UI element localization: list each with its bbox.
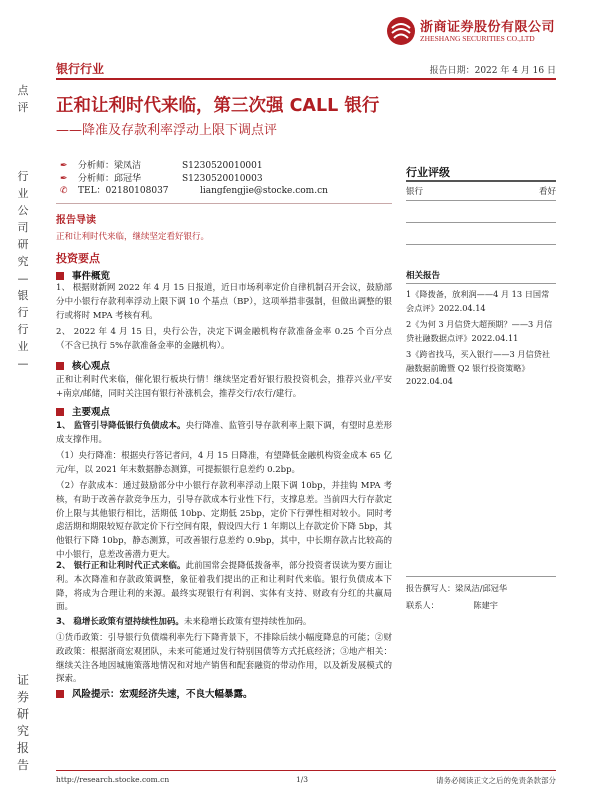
phone-icon: ✆ (60, 186, 68, 196)
logo-english-name: ZHESHANG SECURITIES CO.,LTD (420, 34, 535, 43)
guide-heading: 报告导读 (56, 215, 96, 226)
sidebar-divider (406, 222, 556, 223)
sidebar-divider (406, 200, 556, 201)
vertical-label-category: 行 业 公 司 研 究 — 银 行 行 业 — (17, 170, 29, 370)
pen-icon: ✒ (60, 173, 68, 184)
risk-line: 风险提示：宏观经济失速，不良大幅暴露。 (56, 686, 253, 700)
main-heading: 主要观点 (56, 404, 110, 418)
main-paragraph-2: （1）央行降准：根据央行答记者问，4 月 15 日降准，有望降低金融机构资金成本 65 亿元/年，以 2021 年末数据静态测算，可提振银行息差约 0.2bp。 (56, 451, 392, 475)
bullet-square-icon (56, 272, 64, 280)
main-paragraph-4: 2、 银行正和让利时代正式来临。此前国常会提降低拨备率，部分投资者误读为要方面让利。本次降准和存款政策调整，象征着我们提出的正和让利时代来临。银行负债成本下降，将成为合理让利的来源。最终实现银行有利润、实体有支持、财政有分红的共赢局面。 (56, 561, 392, 613)
report-subtitle: ——降准及存款利率浮动上限下调点评 (56, 123, 278, 138)
analyst-row: ✒ 分析师：邱冠华 S1230520010003 (60, 173, 263, 184)
footer-divider (56, 770, 556, 771)
guide-text: 正和让利时代来临，继续坚定看好银行。 (56, 232, 210, 242)
related-report-item[interactable]: 1《降拨备，放利润——4 月 13 日国常会点评》2022.04.14 (406, 289, 550, 313)
section-divider (56, 203, 392, 204)
points-heading: 投资要点 (56, 252, 100, 265)
event-paragraph-2: 2、 2022 年 4 月 15 日，央行公告，决定下调金融机构存款准备金率 0.25 个百分点（不含已执行 5%存款准备金率的金融机构）。 (56, 327, 392, 351)
footer-url[interactable]: http://research.stocke.com.cn (56, 775, 170, 784)
rating-value: 看好 (538, 187, 556, 197)
analyst-email[interactable]: liangfengjie@stocke.com.cn (200, 186, 328, 196)
related-report-item[interactable]: 2《为何 3 月信贷大超预期？——3 月信贷社融数据点评》2022.04.11 (406, 319, 553, 343)
vertical-label-type: 点 评 (17, 84, 29, 114)
logo-chinese-name: 浙商证券股份有限公司 (420, 20, 556, 35)
main-paragraph-3: （2）存款成本：通过鼓励部分中小银行存款利率浮动上限下调 10bp，并挂钩 MPA 考核，有助于改善存款竞争压力，引导存款成本行业性下行，支撑息差。当前四大行存款定价上限与其他银行相比，活期低 10bp、定期低 25bp，定价下行弹性相对较小。同时考虑活期和期限较短存款定价下行空间有限，假设四大行 1 年期以上存款定价下降 5bp，其他银行下降 10bp，静态测算，可改善银行息差约 0.9bp，其中，中长期存款占比较高的中小银行，息差改善潜力更大。 (56, 481, 392, 560)
related-report-item[interactable]: 3《跨省找马，买入银行——3 月信贷社融数据前瞻暨 Q2 银行投资策略》2022.04.04 (406, 349, 551, 386)
analyst-block (60, 160, 390, 198)
contact-row: ✆ TEL：02180108037 liangfengjie@stocke.com.cn (60, 186, 328, 196)
rating-divider (406, 180, 556, 182)
disclaimer-note: 请务必阅读正文之后的免责条款部分 (436, 776, 556, 785)
report-title: 正和让利时代来临，第三次强 CALL 银行 (56, 96, 380, 116)
event-heading: 事件概览 (56, 268, 110, 282)
vertical-label-report: 证 券 研 究 报 告 (16, 673, 29, 772)
report-author: 报告撰写人：梁凤洁/邱冠华 (406, 583, 508, 593)
report-date: 报告日期：2022 年 4 月 16 日 (429, 66, 556, 76)
main-paragraph-6: ①货币政策：引导银行负债端利率先行下降背景下，不排除后续小幅度降息的可能；②财政政策：根据浙商宏观团队，未来可能通过发行特别国债等方式托底经济；③地产相关：继续关注各地因城施策落地情况和对地产销售和配套融资的带动作用，以及新发展模式的探索。 (56, 633, 392, 685)
rating-row (406, 185, 556, 197)
main-paragraph-5: 3、 稳增长政策有望持续性加码。未来稳增长政策有望持续性加码。 (56, 617, 312, 627)
event-paragraph-1: 1、 根据财新网 2022 年 4 月 15 日报道，近日市场利率定价自律机制召开会议，鼓励部分中小银行存款利率浮动上限下调 10 个基点（BP），这项举措非强制，但做出调整的银行或将时 MPA 考核有利。 (56, 283, 392, 321)
bullet-square-icon (56, 690, 64, 698)
contact-person: 联系人： 陈建宇 (406, 600, 498, 610)
sidebar-divider (406, 244, 556, 245)
rating-heading: 行业评级 (406, 166, 450, 179)
rating-label: 银行 (406, 187, 424, 197)
bullet-square-icon (56, 362, 64, 370)
page-number: 1/3 (296, 775, 309, 784)
core-paragraph: 正和让利时代来临，催化银行板块行情！继续坚定看好银行股投资机会，推荐兴业/平安+南京/邮储，同时关注国有银行补涨机会，推荐交行/农行/建行。 (56, 375, 392, 399)
related-reports-heading: 相关报告 (406, 271, 441, 281)
main-paragraph-1: 1、 监管引导降低银行负债成本。央行降准、监管引导存款利率上限下调，有望时息差形成支撑作用。 (56, 421, 392, 445)
header-divider (56, 78, 556, 80)
bullet-square-icon (56, 408, 64, 416)
pen-icon: ✒ (60, 161, 68, 171)
sidebar-divider (406, 576, 556, 577)
industry-tag: 银行行业 (56, 62, 105, 76)
logo-mark-icon (386, 16, 416, 46)
core-heading: 核心观点 (56, 358, 110, 372)
analyst-row: ✒ 分析师：梁凤洁 S1230520010001 (60, 161, 263, 171)
company-logo (386, 14, 586, 46)
sidebar-divider (406, 283, 556, 284)
